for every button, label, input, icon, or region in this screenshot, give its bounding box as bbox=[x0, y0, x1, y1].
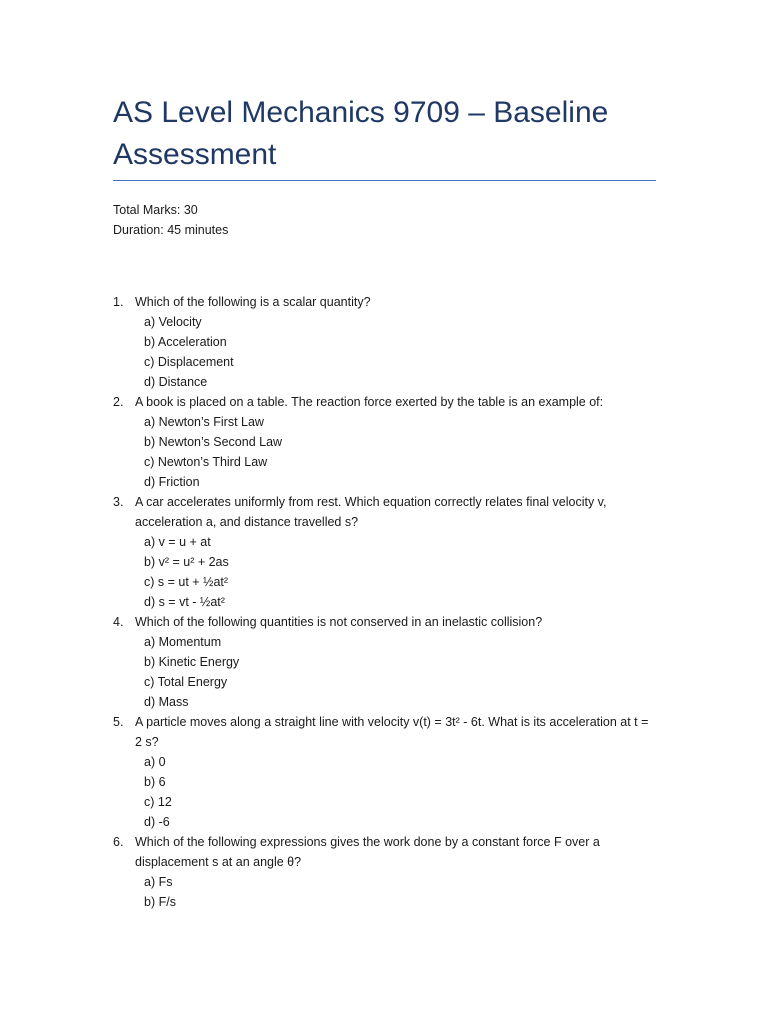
option: b) Acceleration bbox=[144, 335, 227, 349]
question-6 bbox=[113, 832, 658, 912]
option: c) Displacement bbox=[144, 355, 234, 369]
option: a) 0 bbox=[144, 755, 166, 769]
option: b) Newton’s Second Law bbox=[144, 435, 283, 449]
option: a) v = u + at bbox=[144, 535, 211, 549]
option: d) Friction bbox=[144, 475, 200, 489]
option: a) Velocity bbox=[144, 315, 202, 329]
option: c) Total Energy bbox=[144, 675, 228, 689]
question-number: 3. bbox=[113, 495, 124, 509]
option: d) -6 bbox=[144, 815, 170, 829]
question-number: 6. bbox=[113, 835, 124, 849]
option: c) 12 bbox=[144, 795, 172, 809]
question-1 bbox=[113, 292, 658, 392]
question-text: Which of the following quantities is not conserved in an inelastic collision? bbox=[135, 615, 543, 629]
question-text: A car accelerates uniformly from rest. Which equation correctly relates final velocity v, acceleration a, and distance travelled s? bbox=[135, 495, 607, 529]
option: c) s = ut + ½at² bbox=[144, 575, 229, 589]
question-3 bbox=[113, 492, 658, 612]
option: a) Newton’s First Law bbox=[144, 415, 264, 429]
question-text: A particle moves along a straight line with velocity v(t) = 3t² - 6t. What is its acceleration at t = 2 s? bbox=[135, 715, 649, 749]
option: b) F/s bbox=[144, 895, 176, 909]
option: b) v² = u² + 2as bbox=[144, 555, 229, 569]
assessment-info bbox=[113, 200, 228, 240]
question-text: Which of the following is a scalar quantity? bbox=[135, 295, 371, 309]
title-underline bbox=[113, 180, 656, 181]
duration: Duration: 45 minutes bbox=[113, 223, 229, 237]
option: d) s = vt - ½at² bbox=[144, 595, 225, 609]
question-5 bbox=[113, 712, 658, 832]
question-2 bbox=[113, 392, 658, 492]
option: d) Distance bbox=[144, 375, 208, 389]
page-title: AS Level Mechanics 9709 – Baseline Assessment bbox=[113, 96, 609, 171]
option: b) Kinetic Energy bbox=[144, 655, 240, 669]
question-number: 4. bbox=[113, 615, 124, 629]
option: a) Momentum bbox=[144, 635, 222, 649]
total-marks: Total Marks: 30 bbox=[113, 203, 198, 217]
option: a) Fs bbox=[144, 875, 173, 889]
question-number: 2. bbox=[113, 395, 124, 409]
question-number: 5. bbox=[113, 715, 124, 729]
question-text: A book is placed on a table. The reaction force exerted by the table is an example of: bbox=[135, 395, 604, 409]
question-number: 1. bbox=[113, 295, 124, 309]
question-4 bbox=[113, 612, 658, 712]
question-text: Which of the following expressions gives the work done by a constant force F over a displacement s at an angle θ? bbox=[135, 835, 600, 869]
option: c) Newton’s Third Law bbox=[144, 455, 268, 469]
option: d) Mass bbox=[144, 695, 189, 709]
question-list bbox=[113, 292, 658, 912]
option: b) 6 bbox=[144, 775, 166, 789]
